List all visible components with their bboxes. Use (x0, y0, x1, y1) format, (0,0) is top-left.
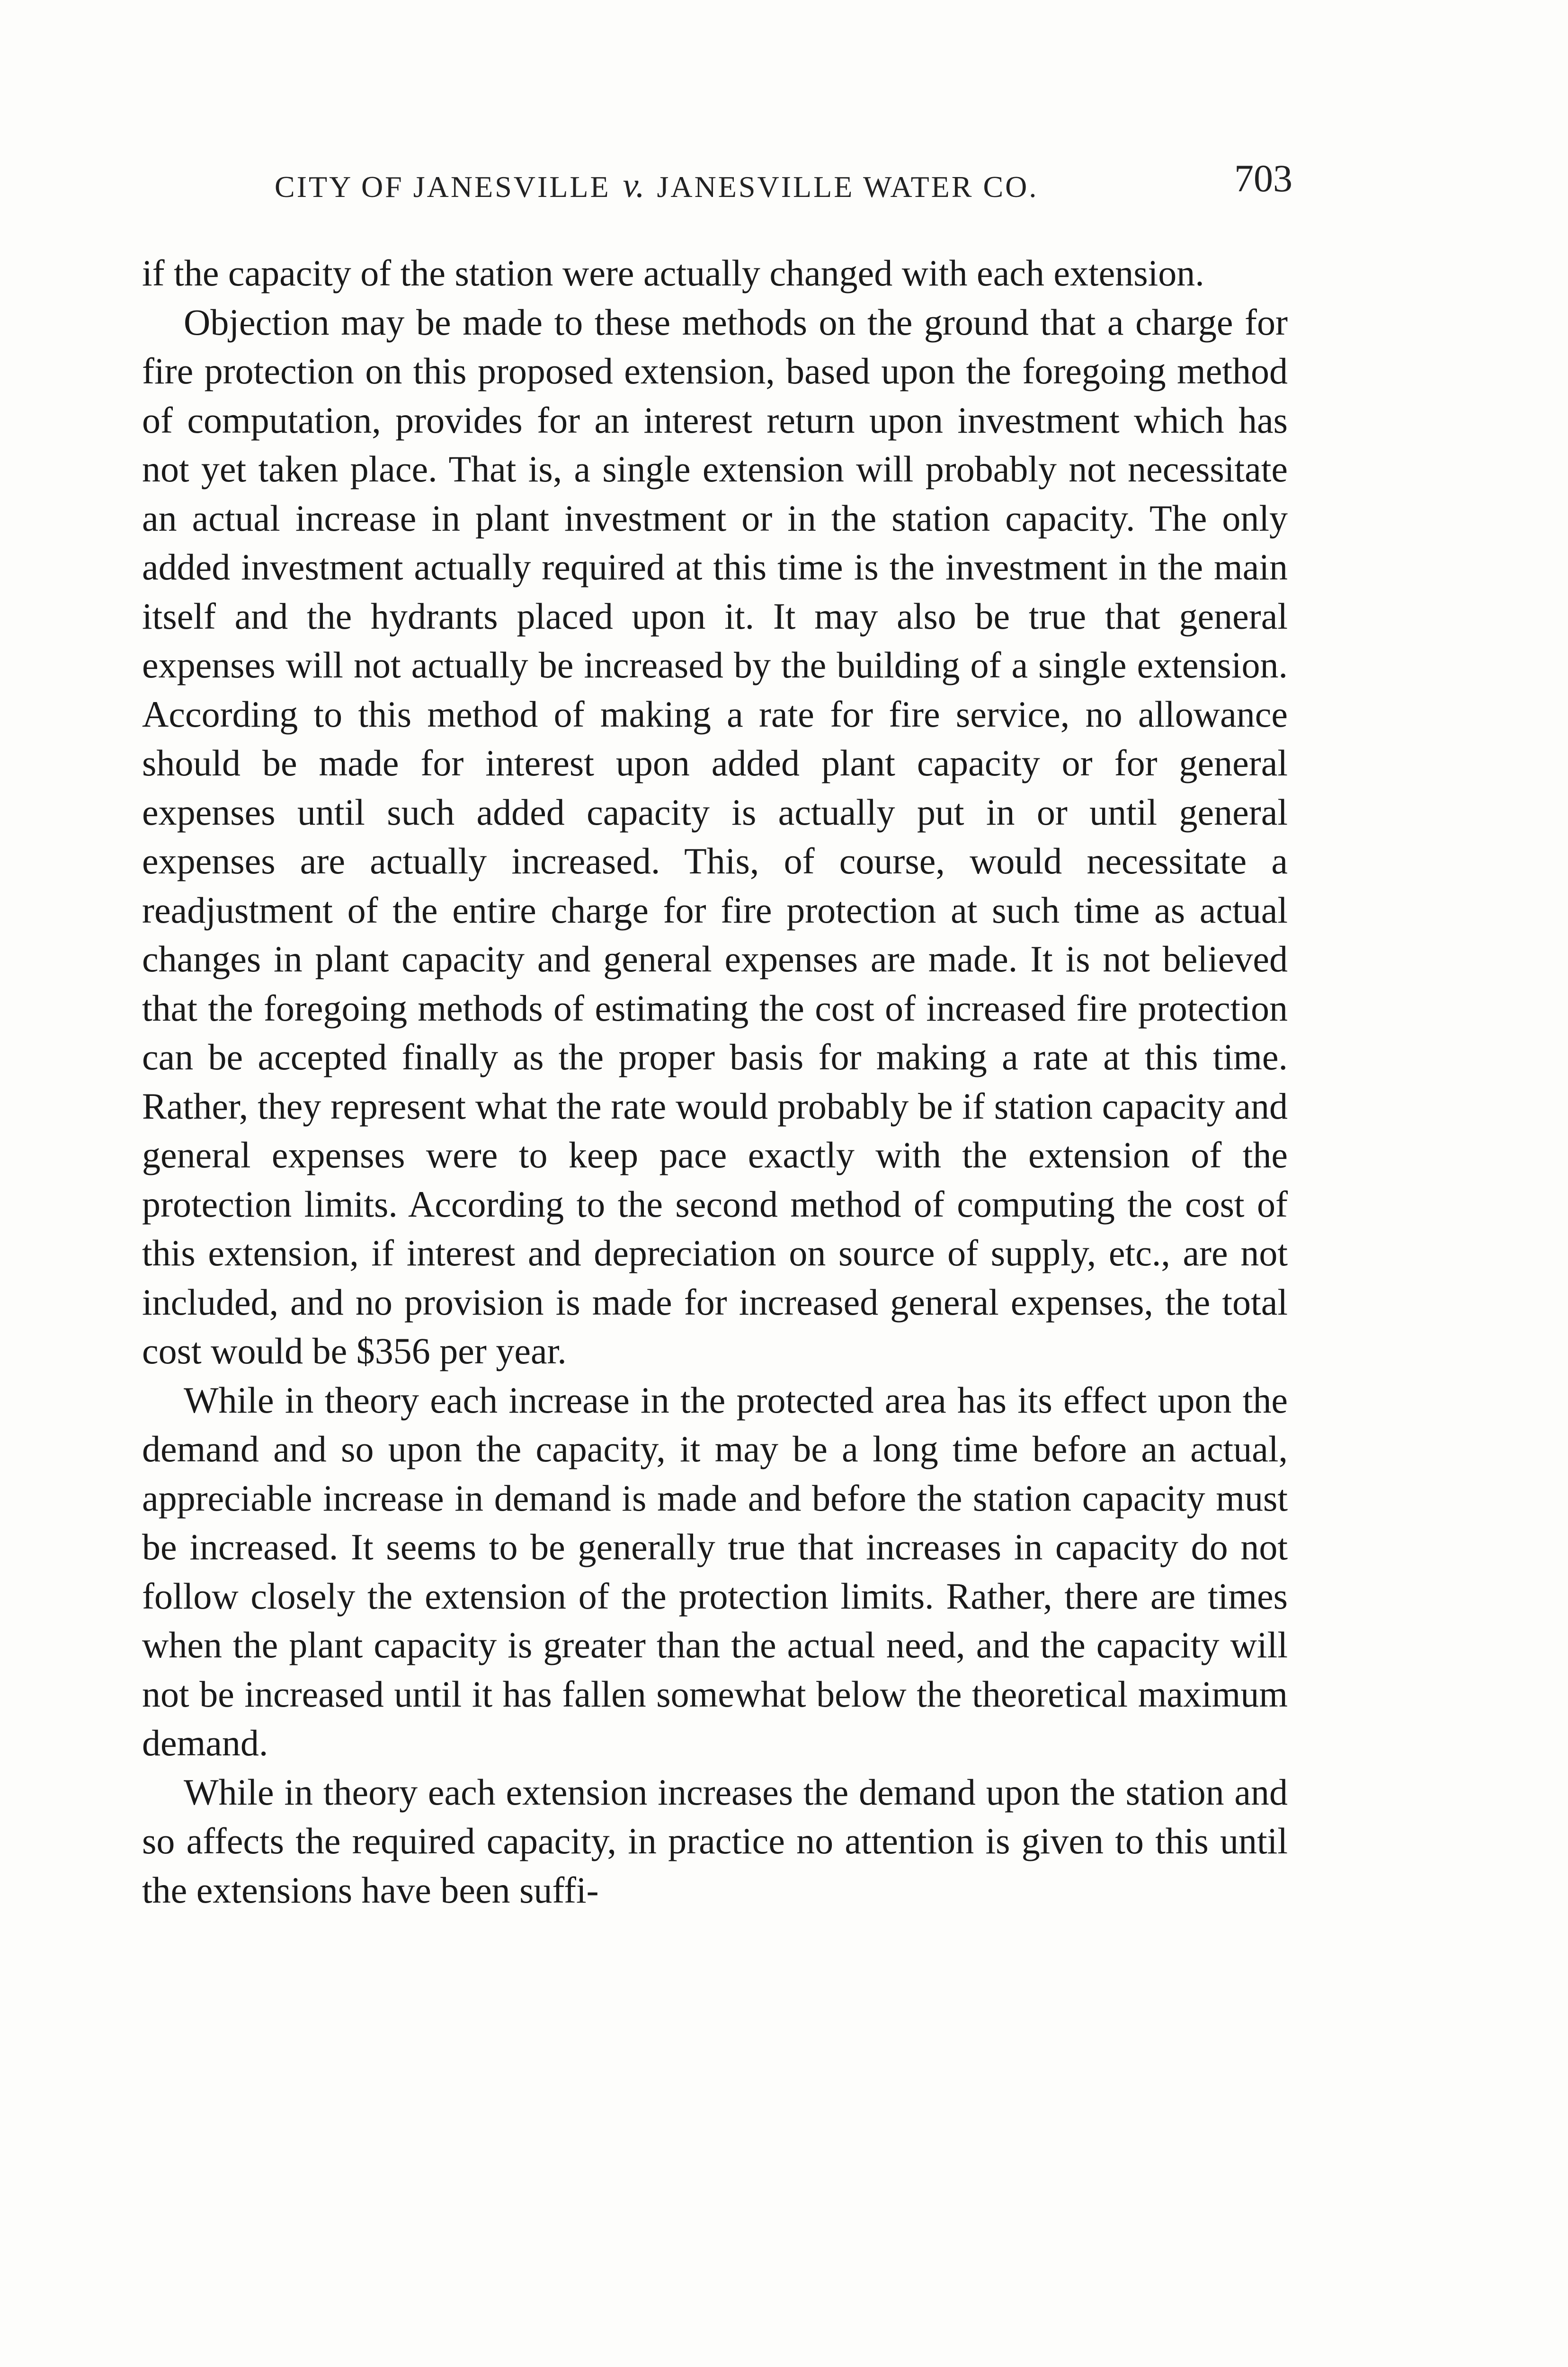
body-text (142, 249, 1288, 1914)
paragraph: While in theory each increase in the protected area has its effect upon the demand and so upon the capacity, it may be a long time before an actual, appreciable increase in demand is made and before the station capacity must be increased. It seems to be generally true that increases in capacity do not follow closely the extension of the protection limits. Rather, there are times when the plant capacity is greater than the actual need, and the capacity will not be increased until it has fallen somewhat below the theoretical maximum demand. (142, 1379, 1288, 1763)
paragraph: While in theory each extension increases the demand upon the station and so affects the required capacity, in practice no attention is given to this until the extensions have been suffi- (142, 1771, 1288, 1911)
running-title-versus: v. (623, 166, 645, 205)
running-header (275, 156, 1292, 213)
running-title (275, 166, 1038, 206)
page-number: 703 (1234, 157, 1292, 200)
running-title-left: CITY OF JANESVILLE (275, 170, 611, 204)
paragraph-continuation: if the capacity of the station were actually changed with each extension. (142, 252, 1204, 294)
running-title-right: JANESVILLE WATER CO. (657, 170, 1039, 204)
paragraph: Objection may be made to these methods on the ground that a charge for fire protection on this proposed extension, based upon the foregoing method of computation, provides for an interest return upon investment which has not yet taken place. That is, a single extension will probably not necessitate an actual increase in plant investment or in the station capacity. The only added investment actually required at this time is the investment in the main itself and the hydrants placed upon it. It may also be true that general expenses will not actually be increased by the building of a single extension. According to this method of making a rate for fire service, no allowance should be made for interest upon added plant capacity or for general expenses until such added capacity is actually put in or until general expenses are actually increased. This, of course, would necessitate a readjustment of the entire charge for fire protection at such time as actual changes in plant capacity and general expenses are made. It is not believed that the foregoing methods of estimating the cost of increased fire protection can be accepted finally as the proper basis for making a rate at this time. Rather, they represent what the rate would probably be if station capacity and general expenses were to keep pace exactly with the extension of the protection limits. According to the second method of computing the cost of this extension, if interest and depreciation on source of supply, etc., are not included, and no provision is made for increased general expenses, the total cost would be $356 per year. (142, 301, 1288, 1371)
